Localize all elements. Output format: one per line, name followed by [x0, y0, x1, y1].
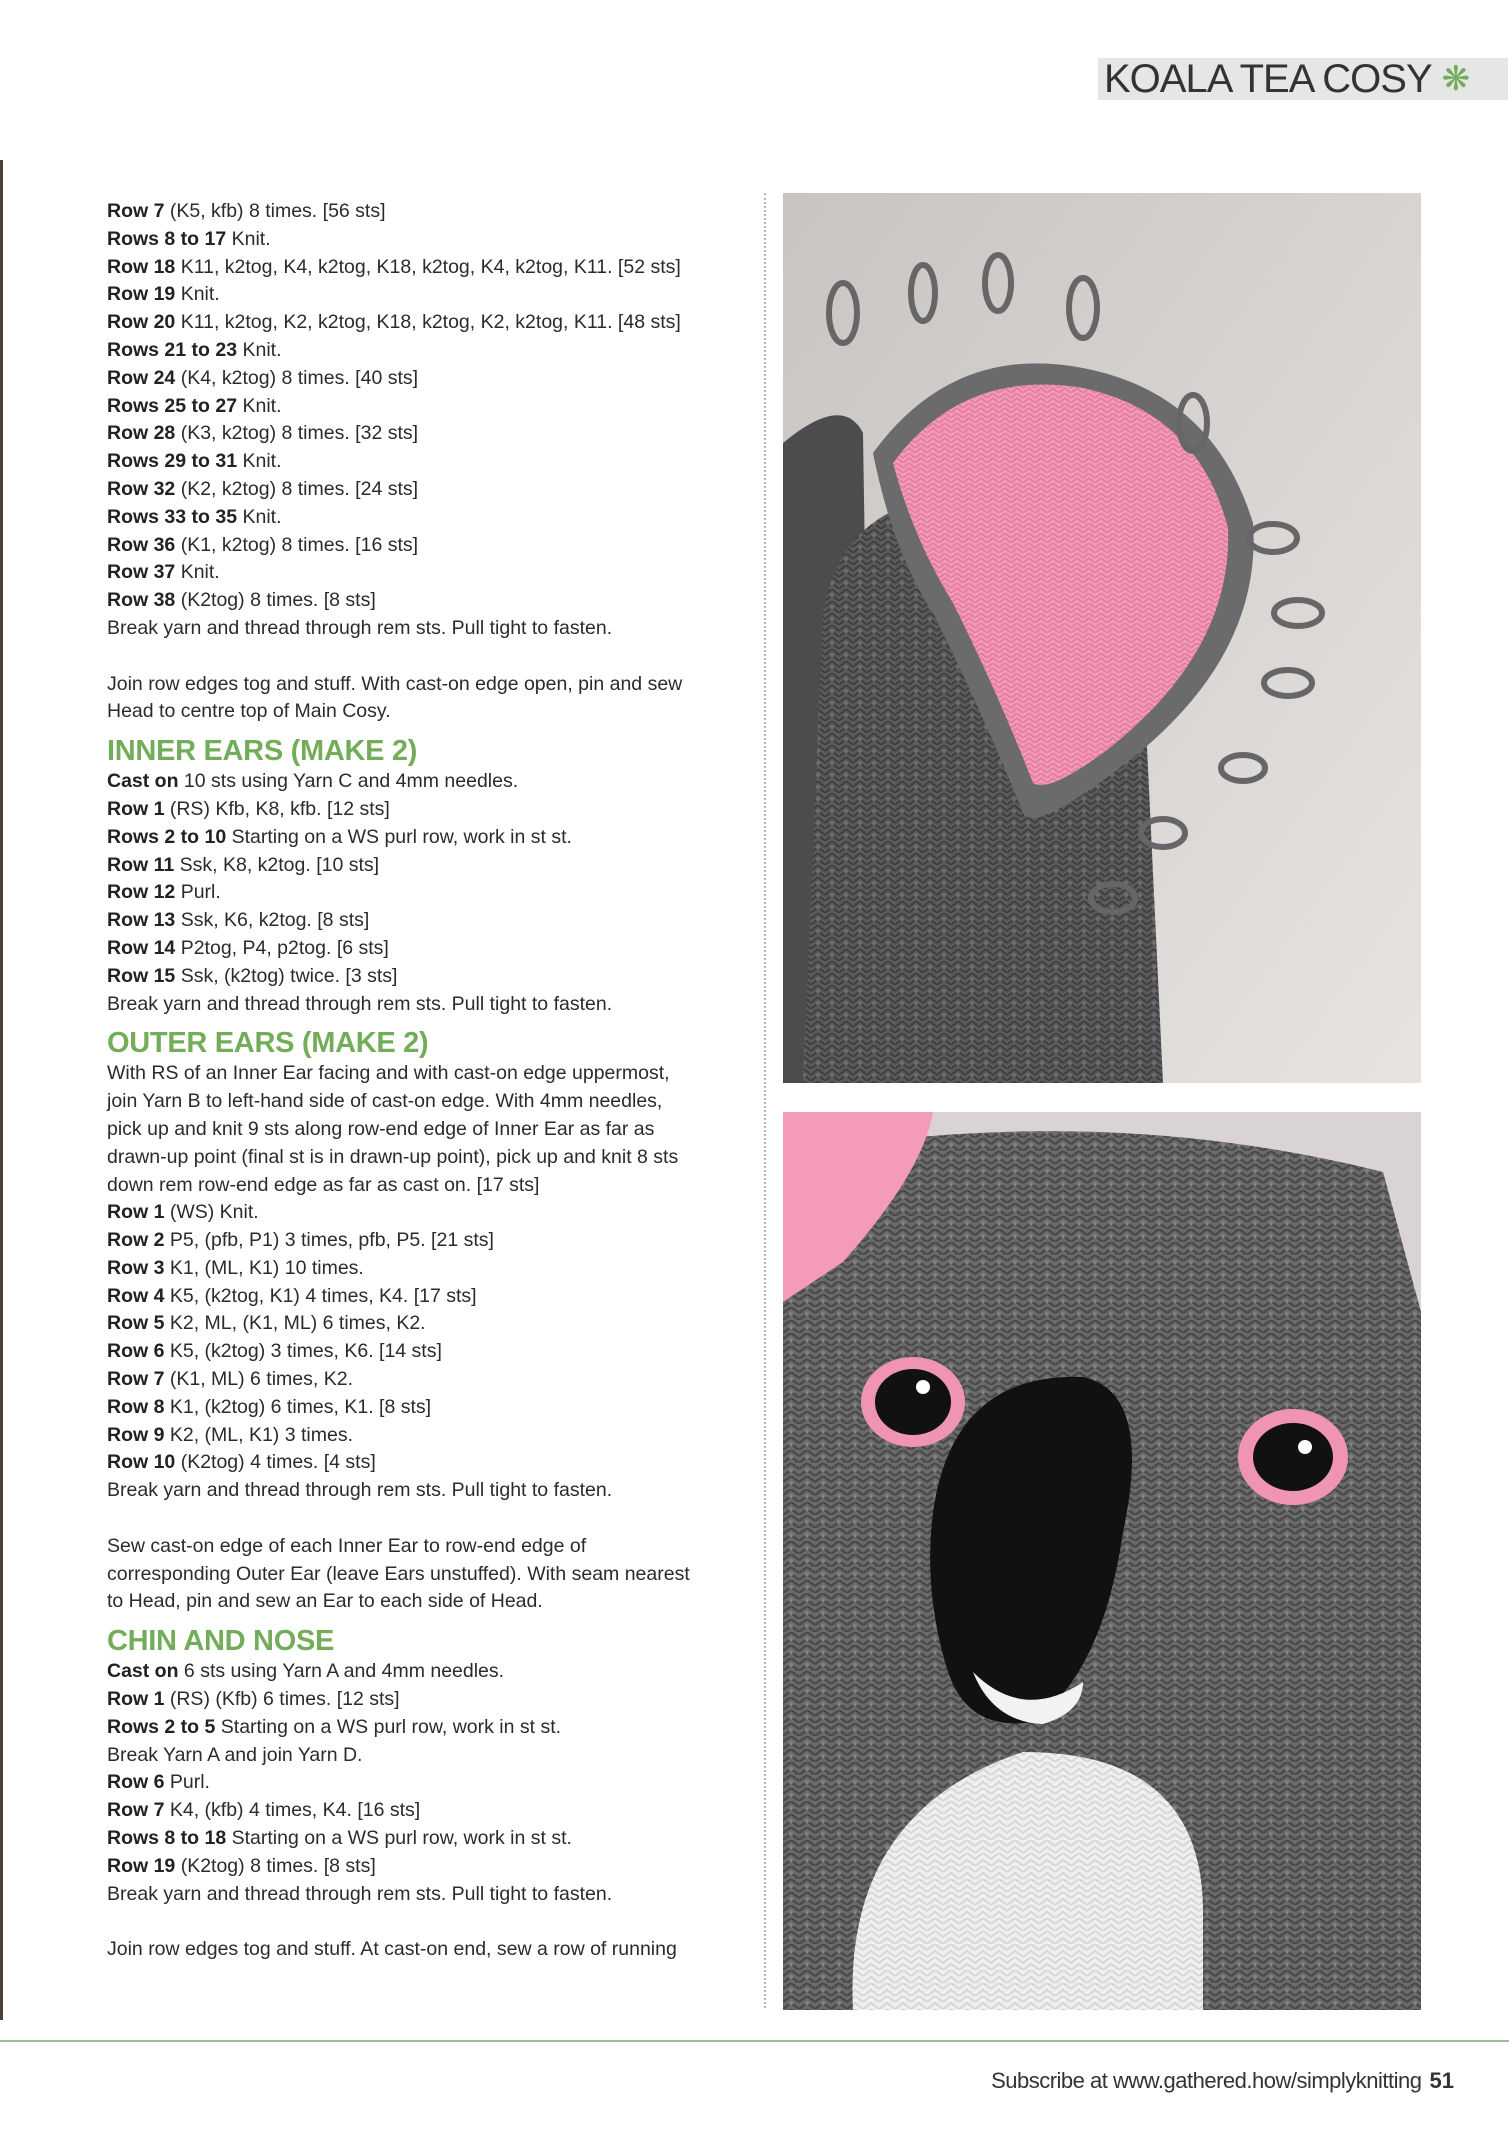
instruction-text: (K1, k2tog) 8 times. [16 sts]	[175, 533, 419, 556]
instruction-text: Ssk, K8, k2tog. [10 sts]	[174, 853, 380, 876]
instruction-text: (K2tog) 8 times. [8 sts]	[175, 589, 376, 612]
instruction-line	[107, 1338, 767, 1366]
row-label: Row 7	[107, 1799, 165, 1822]
row-label: Row 8	[107, 1395, 165, 1418]
instruction-text: Purl.	[175, 881, 221, 904]
paragraph-gap	[107, 643, 767, 671]
instruction-text: Starting on a WS purl row, work in st st.	[226, 825, 572, 848]
subscribe-text: Subscribe at www.gathered.how/simplyknitting	[991, 2068, 1422, 2093]
instruction-line	[107, 1686, 767, 1714]
pattern-text-column	[107, 198, 767, 1964]
instruction-text: Starting on a WS purl row, work in st st.	[226, 1827, 572, 1850]
instruction-line	[107, 1088, 767, 1116]
instruction-text: P5, (pfb, P1) 3 times, pfb, P5. [21 sts]	[164, 1229, 494, 1252]
instruction-line	[107, 963, 767, 991]
instruction-text: join Yarn B to left-hand side of cast-on edge. With 4mm needles,	[107, 1090, 663, 1113]
row-label: Row 1	[107, 1688, 165, 1711]
row-label: Rows 8 to 17	[107, 227, 227, 250]
instruction-line	[107, 1853, 767, 1881]
row-label: Row 2	[107, 1229, 165, 1252]
instruction-line	[107, 1477, 767, 1505]
instruction-line	[107, 1881, 767, 1909]
row-label: Row 6	[107, 1771, 165, 1794]
instruction-text: Join row edges tog and stuff. At cast-on end, sew a row of running	[107, 1938, 677, 1961]
instruction-line	[107, 420, 767, 448]
instruction-text: Sew cast-on edge of each Inner Ear to row-end edge of	[107, 1534, 587, 1557]
instruction-text: Ssk, K6, k2tog. [8 sts]	[175, 909, 370, 932]
instruction-line	[107, 1658, 767, 1686]
footer-rule	[0, 2040, 1509, 2042]
instruction-line	[107, 824, 767, 852]
instruction-text: Break yarn and thread through rem sts. Pull tight to fasten.	[107, 1479, 613, 1502]
instruction-text: (K2tog) 4 times. [4 sts]	[175, 1451, 376, 1474]
instruction-text: Break yarn and thread through rem sts. Pull tight to fasten.	[107, 616, 613, 639]
instruction-text: K2, (ML, K1) 3 times.	[164, 1423, 353, 1446]
paragraph-gap	[107, 1908, 767, 1936]
instruction-text: K1, (ML, K1) 10 times.	[164, 1256, 364, 1279]
row-label: Row 10	[107, 1451, 176, 1474]
instruction-text: Knit.	[175, 561, 220, 584]
instruction-line	[107, 1144, 767, 1172]
instruction-line	[107, 1742, 767, 1770]
page-edge-shadow	[0, 160, 3, 2020]
koala-ear-photo	[783, 193, 1421, 1083]
instruction-line	[107, 1116, 767, 1144]
instruction-line	[107, 671, 767, 699]
instruction-line	[107, 254, 767, 282]
instruction-line	[107, 1283, 767, 1311]
instruction-text: Break yarn and thread through rem sts. Pull tight to fasten.	[107, 1882, 613, 1905]
instruction-line	[107, 1172, 767, 1200]
instruction-text: P2tog, P4, p2tog. [6 sts]	[175, 936, 389, 959]
row-label: Row 37	[107, 561, 176, 584]
row-label: Row 5	[107, 1312, 165, 1335]
instruction-text: (K5, kfb) 8 times. [56 sts]	[164, 200, 386, 222]
row-label: Row 1	[107, 1201, 165, 1224]
row-label: Row 9	[107, 1423, 165, 1446]
instruction-line	[107, 1561, 767, 1589]
instruction-text: K1, (k2tog) 6 times, K1. [8 sts]	[164, 1395, 432, 1418]
header-title: KOALA TEA COSY	[1104, 56, 1432, 101]
row-label: Row 24	[107, 366, 176, 389]
section-heading: CHIN AND NOSE	[107, 1625, 335, 1658]
column-divider	[764, 193, 766, 2008]
instruction-text: K5, (k2tog) 3 times, K6. [14 sts]	[164, 1340, 442, 1363]
section-heading: OUTER EARS (MAKE 2)	[107, 1027, 429, 1060]
instruction-line	[107, 1449, 767, 1477]
instruction-line	[107, 281, 767, 309]
instruction-line	[107, 198, 767, 226]
row-label: Row 28	[107, 422, 176, 445]
instruction-line	[107, 1714, 767, 1742]
instruction-text: Break Yarn A and join Yarn D.	[107, 1743, 363, 1766]
instruction-line	[107, 991, 767, 1019]
row-label: Row 20	[107, 311, 176, 334]
row-label: Row 15	[107, 964, 176, 987]
instruction-line	[107, 1394, 767, 1422]
row-label: Row 4	[107, 1284, 165, 1307]
instruction-text: (RS) Kfb, K8, kfb. [12 sts]	[164, 797, 390, 820]
instruction-line	[107, 698, 767, 726]
instruction-text: Knit.	[237, 450, 282, 473]
instruction-text: K4, (kfb) 4 times, K4. [16 sts]	[164, 1799, 421, 1822]
row-label: Row 14	[107, 936, 176, 959]
page-footer	[991, 2068, 1454, 2094]
instruction-text: Knit.	[226, 227, 271, 250]
row-label: Rows 21 to 23	[107, 338, 238, 361]
instruction-line	[107, 1797, 767, 1825]
row-label: Row 3	[107, 1256, 165, 1279]
instruction-text: Knit.	[175, 283, 220, 306]
instruction-text: Knit.	[237, 505, 282, 528]
instruction-line	[107, 448, 767, 476]
instruction-line	[107, 476, 767, 504]
row-label: Rows 33 to 35	[107, 505, 238, 528]
instruction-text: Starting on a WS purl row, work in st st.	[215, 1715, 562, 1738]
instruction-text: drawn-up point (final st is in drawn-up point), pick up and knit 8 sts	[107, 1145, 679, 1168]
instruction-text: 10 sts using Yarn C and 4mm needles.	[178, 770, 519, 793]
instruction-text: (K3, k2tog) 8 times. [32 sts]	[175, 422, 419, 445]
row-label: Row 11	[107, 853, 175, 876]
instruction-text: Purl.	[164, 1771, 210, 1794]
instruction-line	[107, 1936, 767, 1964]
running-header	[1098, 58, 1508, 100]
instruction-line	[107, 1825, 767, 1853]
row-label: Row 7	[107, 1368, 165, 1391]
row-label: Row 32	[107, 477, 176, 500]
instruction-line	[107, 1422, 767, 1450]
instruction-text: With RS of an Inner Ear facing and with cast-on edge uppermost,	[107, 1062, 670, 1085]
row-label: Rows 29 to 31	[107, 450, 238, 473]
instruction-line	[107, 587, 767, 615]
instruction-line	[107, 559, 767, 587]
instruction-text: K2, ML, (K1, ML) 6 times, K2.	[164, 1312, 426, 1335]
row-label: Rows 8 to 18	[107, 1827, 227, 1850]
instruction-text: pick up and knit 9 sts along row-end edge of Inner Ear as far as	[107, 1117, 655, 1140]
instruction-line	[107, 1588, 767, 1616]
instruction-line	[107, 393, 767, 421]
instruction-text: Break yarn and thread through rem sts. Pull tight to fasten.	[107, 992, 613, 1015]
instruction-line	[107, 309, 767, 337]
page-number: 51	[1429, 2068, 1454, 2093]
row-label: Row 18	[107, 255, 176, 278]
instruction-line	[107, 1060, 767, 1088]
instruction-text: Knit.	[237, 338, 282, 361]
instruction-line	[107, 907, 767, 935]
instruction-line	[107, 796, 767, 824]
row-label: Row 7	[107, 200, 165, 222]
instruction-line	[107, 1769, 767, 1797]
instruction-text: down rem row-end edge as far as cast on. [17 sts]	[107, 1173, 540, 1196]
instruction-line	[107, 504, 767, 532]
instruction-line	[107, 532, 767, 560]
instruction-text: Join row edges tog and stuff. With cast-on edge open, pin and sew	[107, 672, 683, 695]
instruction-text: corresponding Outer Ear (leave Ears unstuffed). With seam nearest	[107, 1562, 690, 1585]
instruction-line	[107, 1199, 767, 1227]
instruction-line	[107, 768, 767, 796]
instruction-line	[107, 852, 767, 880]
instruction-line	[107, 1255, 767, 1283]
instruction-text: (WS) Knit.	[164, 1201, 259, 1224]
instruction-line	[107, 1366, 767, 1394]
row-label: Row 12	[107, 881, 176, 904]
paragraph-gap	[107, 1505, 767, 1533]
row-label: Rows 2 to 5	[107, 1715, 216, 1738]
instruction-text: Head to centre top of Main Cosy.	[107, 700, 391, 723]
row-label: Row 36	[107, 533, 176, 556]
instruction-line	[107, 1310, 767, 1338]
instruction-text: (RS) (Kfb) 6 times. [12 sts]	[164, 1688, 400, 1711]
instruction-text: to Head, pin and sew an Ear to each side of Head.	[107, 1590, 543, 1613]
row-label: Cast on	[107, 1660, 179, 1683]
instruction-text: (K4, k2tog) 8 times. [40 sts]	[175, 366, 419, 389]
instruction-text: (K1, ML) 6 times, K2.	[164, 1368, 353, 1391]
row-label: Row 19	[107, 283, 176, 306]
section-heading: INNER EARS (MAKE 2)	[107, 735, 418, 768]
row-label: Cast on	[107, 770, 179, 793]
instruction-text: K11, k2tog, K4, k2tog, K18, k2tog, K4, k2tog, K11. [52 sts]	[175, 255, 681, 278]
koala-face-photo	[783, 1112, 1421, 2010]
instruction-line	[107, 935, 767, 963]
instruction-text: (K2tog) 8 times. [8 sts]	[175, 1854, 376, 1877]
row-label: Row 1	[107, 797, 165, 820]
row-label: Row 38	[107, 589, 176, 612]
instruction-text: (K2, k2tog) 8 times. [24 sts]	[175, 477, 419, 500]
row-label: Row 19	[107, 1854, 176, 1877]
instruction-line	[107, 337, 767, 365]
row-label: Row 6	[107, 1340, 165, 1363]
asterisk-flower-icon: ❋	[1441, 60, 1471, 98]
instruction-text: 6 sts using Yarn A and 4mm needles.	[178, 1660, 505, 1683]
row-label: Rows 25 to 27	[107, 394, 238, 417]
instruction-line	[107, 226, 767, 254]
row-label: Row 13	[107, 909, 176, 932]
row-label: Rows 2 to 10	[107, 825, 227, 848]
instruction-text: K5, (k2tog, K1) 4 times, K4. [17 sts]	[164, 1284, 477, 1307]
instruction-line	[107, 879, 767, 907]
instruction-line	[107, 1227, 767, 1255]
instruction-text: Ssk, (k2tog) twice. [3 sts]	[175, 964, 398, 987]
instruction-line	[107, 365, 767, 393]
instruction-text: K11, k2tog, K2, k2tog, K18, k2tog, K2, k2tog, K11. [48 sts]	[175, 311, 681, 334]
instruction-line	[107, 1533, 767, 1561]
instruction-text: Knit.	[237, 394, 282, 417]
instruction-line	[107, 615, 767, 643]
